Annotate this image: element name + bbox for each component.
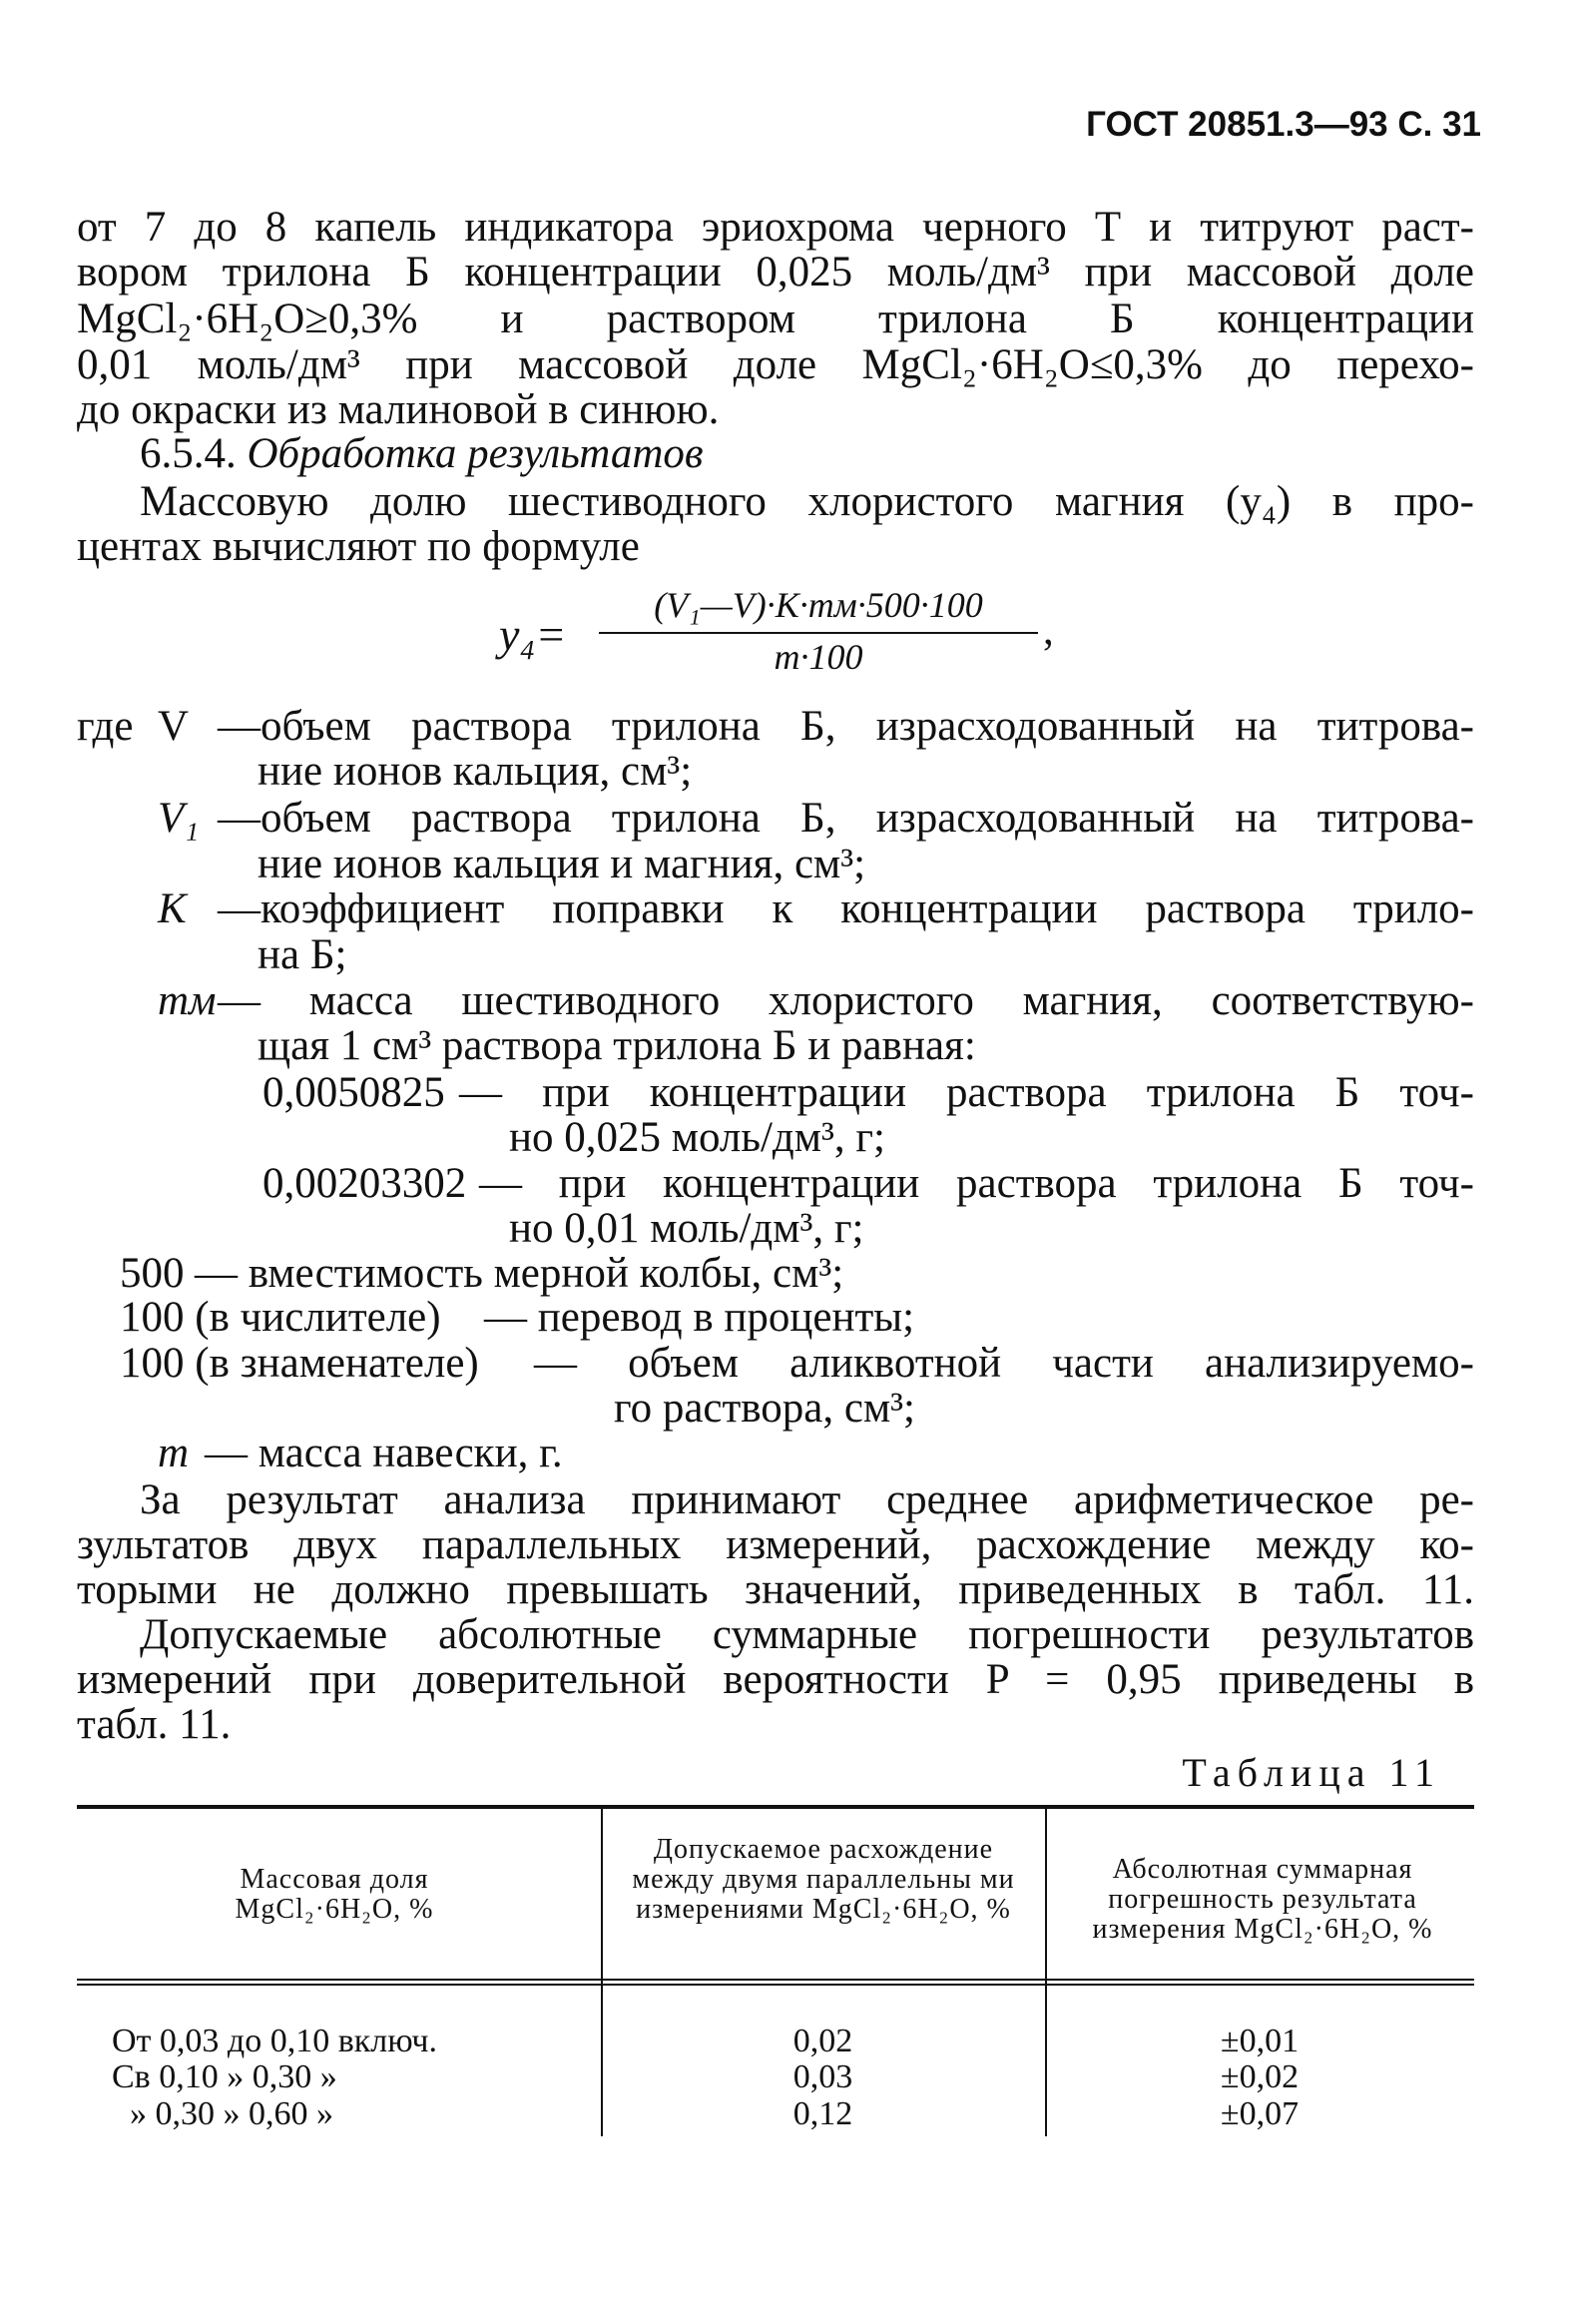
table-header-cell: Допускаемое расхождение между двумя параллельны ми измерениями MgCl₂·6H₂O, %	[632, 1834, 1015, 1925]
def-text: щая 1 см³ раствора трилона Б и равная:	[258, 1022, 976, 1069]
page-header: ГОСТ 20851.3—93 С. 31	[1086, 105, 1481, 144]
def-text: — перевод в проценты;	[484, 1294, 915, 1341]
def-symbol: K	[158, 885, 187, 932]
def-text: ние ионов кальция и магния, см³;	[258, 841, 866, 887]
table-cell-range: Св 0,10 » 0,30 »	[112, 2058, 337, 2095]
text-line: Допускаемые абсолютные суммарные погрешности результатов	[140, 1611, 1474, 1658]
table-header-cell: Абсолютная суммарная погрешность результата измерения MgCl₂·6H₂O, %	[1092, 1854, 1433, 1945]
table-cell-range: От 0,03 до 0,10 включ.	[112, 2023, 437, 2059]
where-label: где	[77, 703, 134, 750]
table-cell-error: ±0,02	[1220, 2058, 1300, 2095]
table-cell-error: ±0,07	[1220, 2095, 1300, 2132]
def-text: —коэффициент поправки к концентрации раствора трило-	[218, 885, 1474, 932]
def-text: — вместимость мерной колбы, см³;	[195, 1250, 844, 1297]
def-text: — масса шестиводного хлористого магния, соответствую-	[218, 977, 1474, 1024]
def-text: но 0,025 моль/дм³, г;	[509, 1114, 885, 1161]
def-value: 0,00203302	[262, 1160, 467, 1207]
formula-denominator: m·100	[774, 637, 863, 677]
def-text: — при концентрации раствора трилона Б точ-	[479, 1160, 1474, 1207]
def-symbol: mм	[158, 977, 217, 1024]
def-text: на Б;	[258, 931, 347, 978]
table-header-rule	[77, 1979, 1474, 1981]
fraction-bar	[599, 632, 1038, 634]
def-text: —объем раствора трилона Б, израсходованный на титрова-	[218, 703, 1474, 750]
def-text: го раствора, см³;	[614, 1385, 916, 1432]
def-label: 100 (в числителе)	[120, 1294, 441, 1341]
text-line: MgCl₂·6H₂O≥0,3% и раствором трилона Б концентрации	[77, 295, 1474, 342]
def-text: — масса навески, г.	[205, 1430, 563, 1476]
text-line: зультатов двух параллельных измерений, расхождение между ко-	[77, 1521, 1474, 1568]
text-line: от 7 до 8 капель индикатора эриохрома черного Т и титруют раст-	[77, 204, 1474, 251]
def-text: — объем аликвотной части анализируемо-	[534, 1340, 1474, 1387]
formula-numerator: (V₁—V)·K·mм·500·100	[654, 585, 983, 625]
def-label: m	[158, 1430, 190, 1476]
table-cell-discrepancy: 0,02	[792, 2023, 853, 2059]
table-header-rule	[77, 1984, 1474, 1986]
text-line: торыми не должно превышать значений, приведенных в табл. 11.	[77, 1566, 1474, 1613]
text-line: За результат анализа принимают среднее арифметическое ре-	[140, 1476, 1474, 1523]
formula-comma: ,	[1043, 607, 1054, 654]
table-cell-error: ±0,01	[1220, 2023, 1300, 2059]
def-symbol: V	[158, 703, 190, 750]
def-symbol: V₁	[158, 795, 200, 842]
def-text: ние ионов кальция, см³;	[258, 748, 693, 795]
table-caption: Таблица 11	[1182, 1750, 1441, 1795]
text-line: табл. 11.	[77, 1701, 232, 1748]
text-line: до окраски из малиновой в синюю.	[77, 386, 720, 433]
table-cell-discrepancy: 0,12	[792, 2095, 853, 2132]
section-title: Обработка результатов	[247, 430, 704, 477]
def-label: 100 (в знаменателе)	[120, 1340, 479, 1387]
table-top-rule	[77, 1805, 1474, 1809]
section-heading	[140, 431, 704, 476]
text-line: вором трилона Б концентрации 0,025 моль/дм³ при массовой доле	[77, 249, 1474, 295]
table-cell-discrepancy: 0,03	[792, 2058, 853, 2095]
text-line: Массовую долю шестиводного хлористого магния (y₄) в про-	[140, 478, 1474, 525]
table-header-cell: Массовая доля MgCl₂·6H₂O, %	[235, 1864, 434, 1925]
formula-lhs: y₄=	[499, 609, 567, 660]
text-line: центах вычисляют по формуле	[77, 523, 640, 570]
def-label: 500	[120, 1250, 185, 1297]
def-text: но 0,01 моль/дм³, г;	[509, 1205, 864, 1252]
def-value: 0,0050825	[262, 1069, 445, 1116]
section-number: 6.5.4.	[140, 430, 237, 477]
table-cell-range: » 0,30 » 0,60 »	[130, 2095, 333, 2132]
text-line: измерений при доверительной вероятности P = 0,95 приведены в	[77, 1656, 1474, 1703]
formula	[499, 584, 1058, 684]
def-text: —объем раствора трилона Б, израсходованный на титрова-	[218, 795, 1474, 842]
def-text: — при концентрации раствора трилона Б точ-	[459, 1069, 1474, 1116]
text-line: 0,01 моль/дм³ при массовой доле MgCl₂·6H₂O≤0,3% до перехо-	[77, 341, 1474, 388]
